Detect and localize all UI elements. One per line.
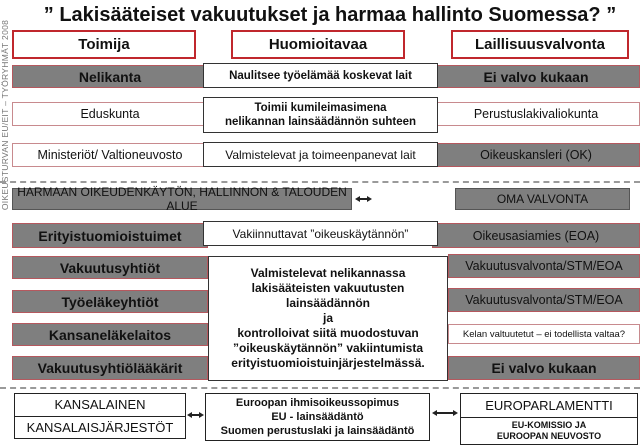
law-box: Euroopan ihmisoikeussopimus EU - lainsäädäntö Suomen perustuslaki ja lainsäädäntö [205, 393, 430, 441]
oversight-ministeriot: Oikeuskansleri (OK) [432, 143, 640, 167]
divider-lower [0, 387, 640, 389]
actor-ministeriot: Ministeriöt/ Valtioneuvosto [12, 143, 208, 167]
citizen-box [14, 393, 186, 439]
actor-nelikanta: Nelikanta [12, 65, 208, 88]
actor-eduskunta: Eduskunta [12, 102, 208, 126]
diagram-title: ” Lakisääteiset vakuutukset ja harmaa hallinto Suomessa? ” [43, 3, 617, 26]
oversight-vakuutusyhtiot: Vakuutusvalvonta/STM/EOA [448, 254, 640, 278]
oversight-eduskunta: Perustuslakivaliokunta [432, 102, 640, 126]
oversight-kansanelakelaitos: Kelan valtuutetut – ei todellista valtaa? [448, 324, 640, 344]
note-insurance: Valmistelevat nelikannassa lakisääteisten vakuutusten lainsäädännön ja kontrolloivat siitä muodostuvan ”oikeuskäytännön” vakiintumista erityistuomioistuinjärjestelmässä. [208, 256, 448, 381]
actor-vakuutusyhtiot: Vakuutusyhtiöt [12, 256, 208, 279]
note-nelikanta: Naulitsee työelämää koskevat lait [203, 63, 438, 88]
note-erityistuomioistuimet: Vakiinnuttavat ”oikeuskäytännön” [203, 221, 438, 246]
header-oversight: Laillisuusvalvonta [451, 30, 629, 59]
note-ministeriot: Valmistelevat ja toimeenpanevat lait [203, 142, 438, 167]
actor-tyoelakeyhtiot: Työeläkeyhtiöt [12, 290, 208, 313]
side-caption: OIKEUSTURVAN EU/EIT – TYÖRYHMÄT 2008 [0, 19, 10, 211]
double-arrow-icon [355, 195, 372, 203]
oversight-eoa: Oikeusasiamies (EOA) [432, 223, 640, 248]
oversight-nelikanta: Ei valvo kukaan [432, 65, 640, 88]
double-arrow-icon [187, 411, 204, 419]
eu-box [460, 393, 638, 445]
oversight-tyoelakeyhtiot: Vakuutusvalvonta/STM/EOA [448, 288, 640, 312]
actor-vakuutusyhtiolaakarit: Vakuutusyhtiölääkärit [12, 356, 208, 380]
kansalaisjarjestot: KANSALAISJÄRJESTÖT [26, 419, 174, 435]
europarlamentti: EUROPARLAMENTTI [461, 394, 637, 418]
kansalainen: KANSALAINEN [15, 394, 185, 417]
oma-valvonta: OMA VALVONTA [455, 188, 630, 210]
eu-komissio: EU-KOMISSIO JA EUROOPAN NEUVOSTO [496, 420, 602, 441]
divider-upper [0, 181, 640, 183]
note-eduskunta: Toimii kumileimasimena nelikannan lainsäädännön suhteen [203, 97, 438, 133]
header-note: Huomioitavaa [231, 30, 405, 59]
oversight-vakuutusyhtiolaakarit: Ei valvo kukaan [448, 356, 640, 380]
actor-erityistuomioistuimet: Erityistuomioistuimet [12, 223, 208, 248]
grey-zone-label: HARMAAN OIKEUDENKÄYTÖN, HALLINNON & TALOUDEN ALUE [12, 188, 352, 210]
actor-kansanelakelaitos: Kansaneläkelaitos [12, 323, 208, 346]
header-actor: Toimija [12, 30, 196, 59]
double-arrow-icon [432, 409, 458, 417]
